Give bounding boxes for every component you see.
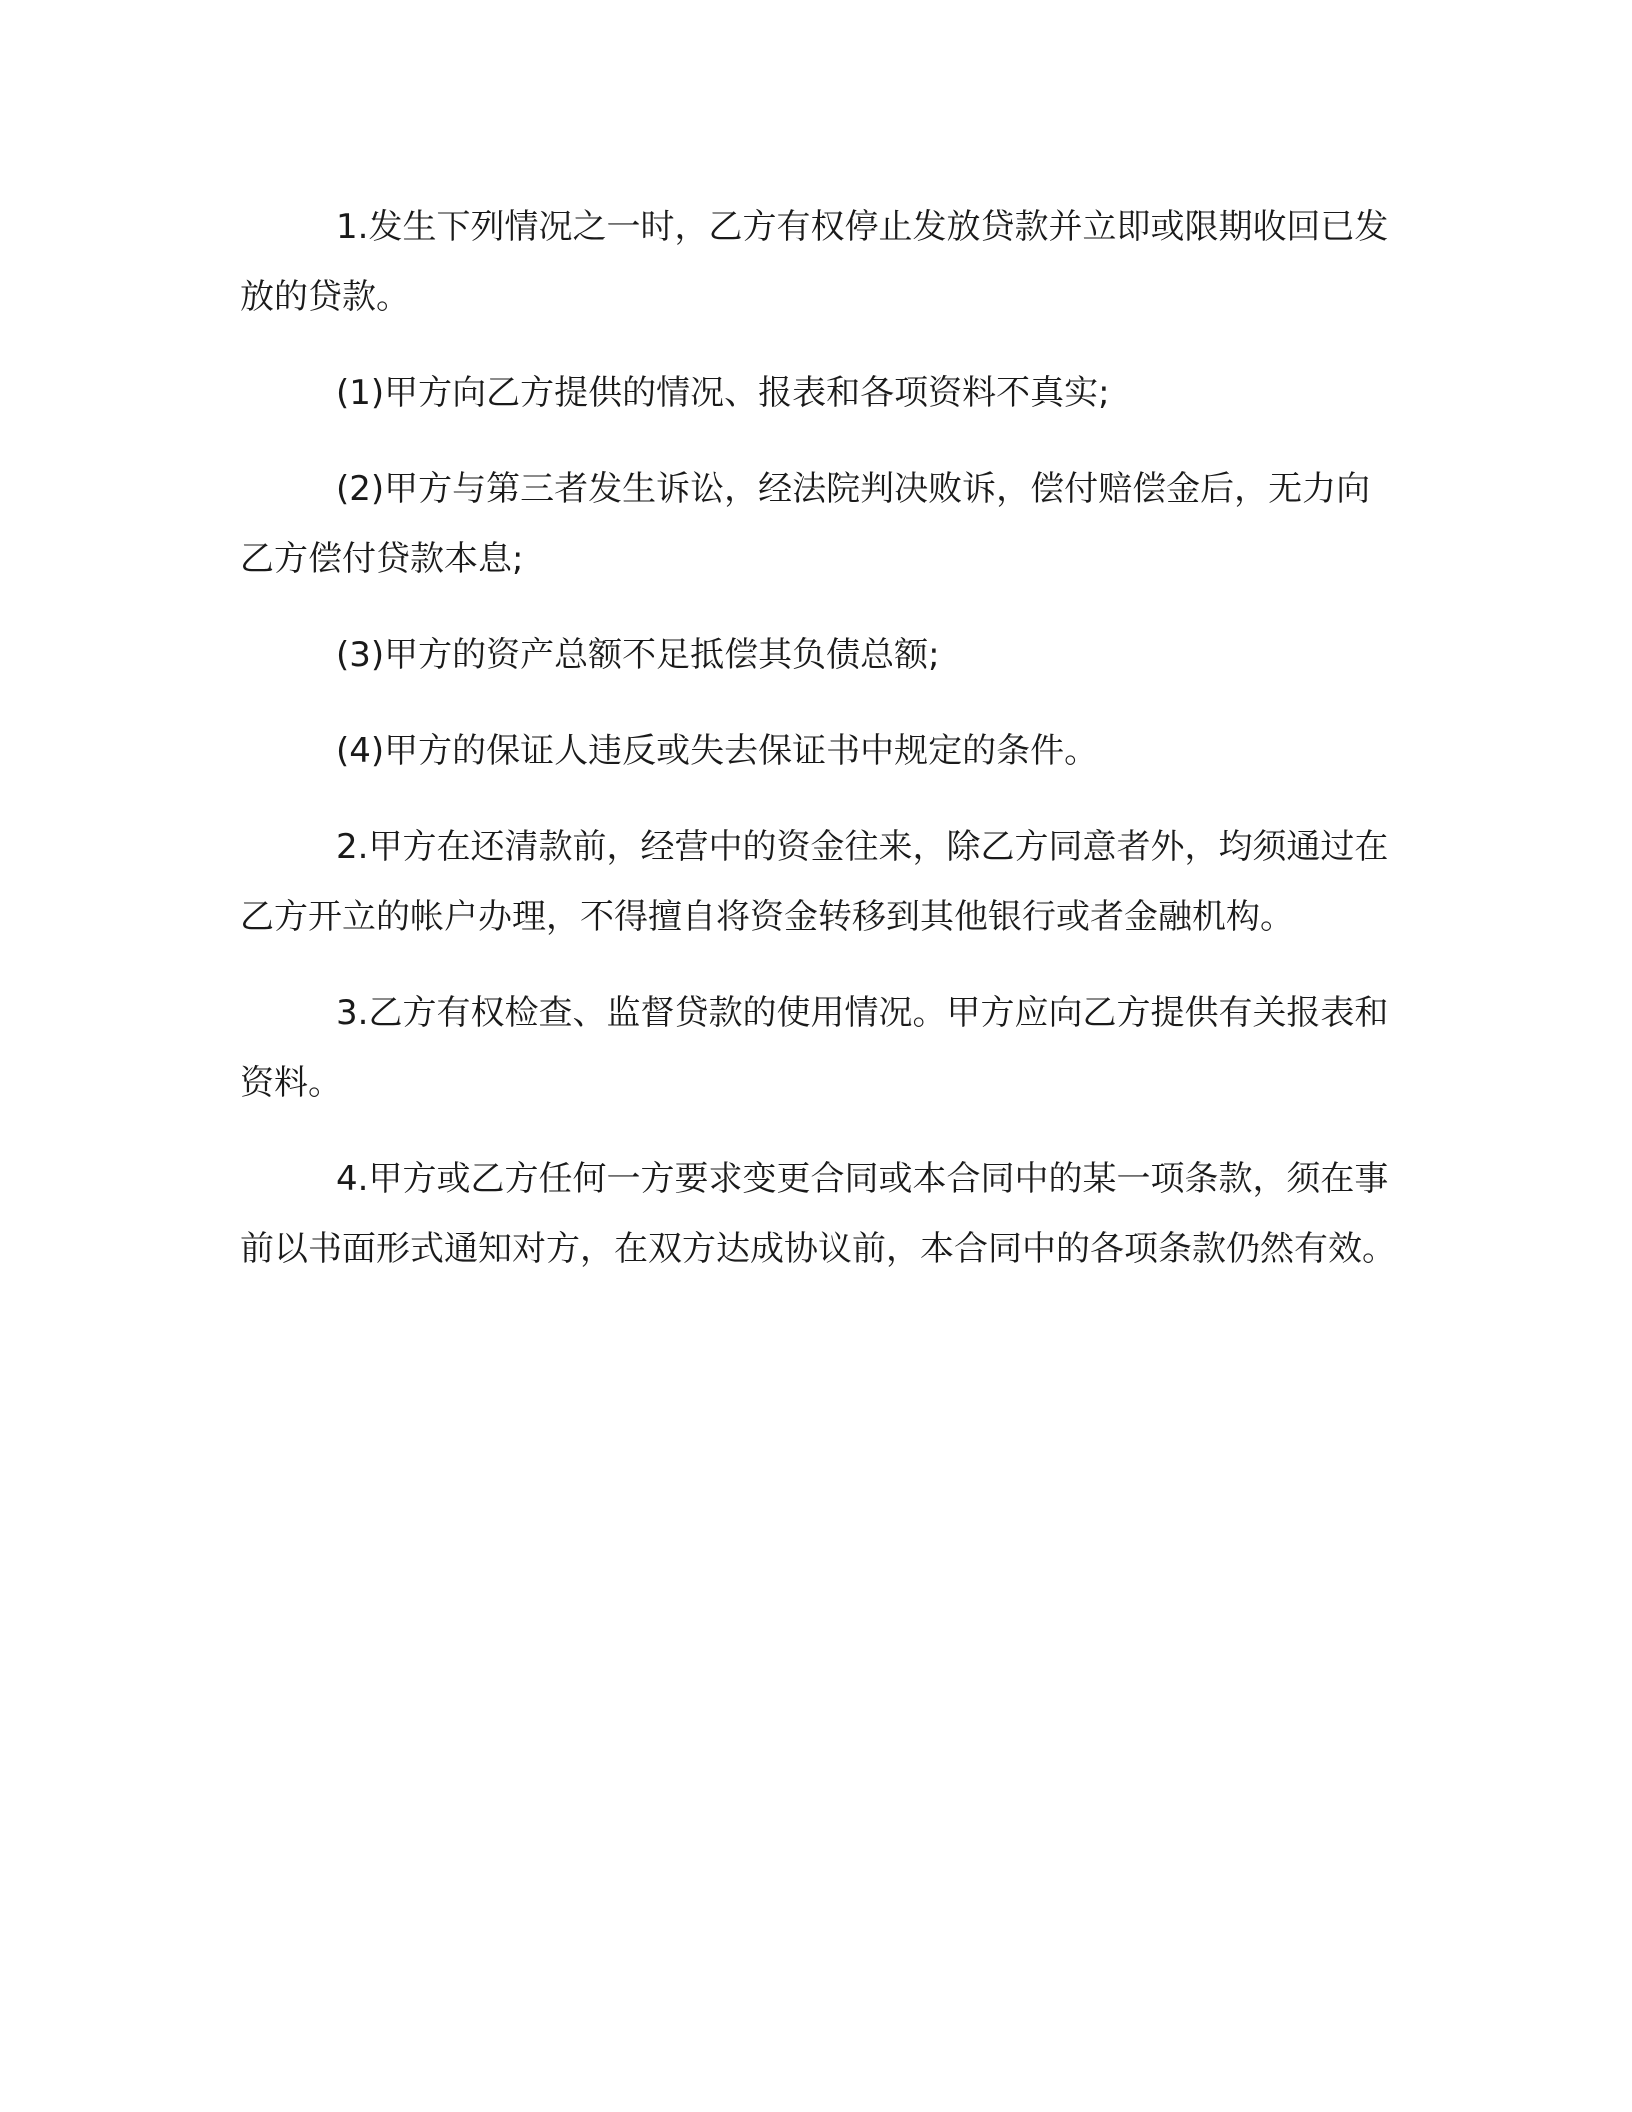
document-body	[240, 192, 1400, 1310]
paragraph-clause-1-item-1: (1)甲方向乙方提供的情况、报表和各项资料不真实;	[336, 373, 1110, 413]
paragraph-clause-1-item-4: (4)甲方的保证人违反或失去保证书中规定的条件。	[336, 731, 1099, 771]
paragraph-clause-3: 3.乙方有权检查、监督贷款的使用情况。甲方应向乙方提供有关报表和资料。	[240, 993, 1389, 1103]
paragraph-clause-4: 4.甲方或乙方任何一方要求变更合同或本合同中的某一项条款，须在事前以书面形式通知对方，在双方达成协议前，本合同中的各项条款仍然有效。	[240, 1159, 1396, 1269]
paragraph-clause-1-item-2: (2)甲方与第三者发生诉讼，经法院判决败诉，偿付赔偿金后，无力向乙方偿付贷款本息;	[240, 469, 1371, 579]
paragraph-clause-2: 2.甲方在还清款前，经营中的资金往来，除乙方同意者外，均须通过在乙方开立的帐户办理，不得擅自将资金转移到其他银行或者金融机构。	[240, 827, 1389, 937]
paragraph-clause-1-item-3: (3)甲方的资产总额不足抵偿其负债总额;	[336, 635, 940, 675]
paragraph-clause-1: 1.发生下列情况之一时，乙方有权停止发放贷款并立即或限期收回已发放的贷款。	[240, 207, 1389, 317]
